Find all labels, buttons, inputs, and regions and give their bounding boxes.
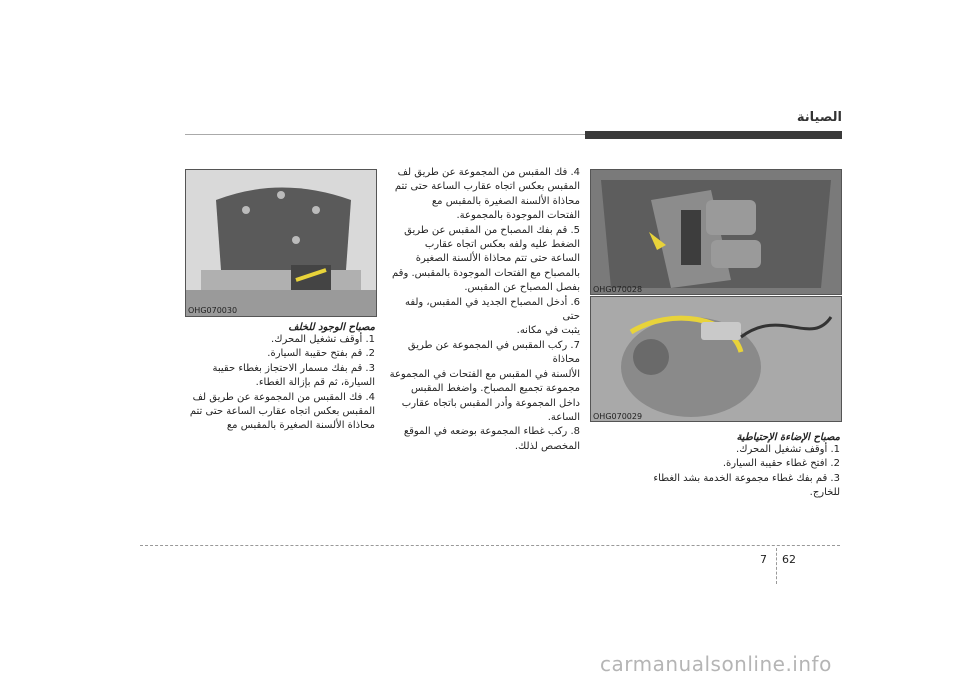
step-text: 6. أدخل المصباح الجديد في المقبس، ولفه حتى [404, 296, 580, 323]
header-rule-accent [585, 131, 842, 139]
step-text: الضغط عليه ولفه بعكس اتجاه عقارب [424, 239, 580, 251]
step-text: 7. ركب المقبس في المجموعة عن طريق محاذاة [407, 339, 580, 366]
step-text: مجموعة تجميع المصباح. واضغط المقبس [411, 383, 580, 395]
photo-trunk-cover [590, 169, 842, 295]
step-text: بفصل المصباح عن المقبس. [464, 282, 580, 294]
step-text: الفتحات الموجودة بالمجموعة. [456, 210, 580, 222]
step-text: محاذاة الألسنة الصغيرة بالمقبس مع [226, 420, 375, 432]
step-text: 8. ركب غطاء المجموعة بوضعه في الموقع [403, 426, 580, 438]
footer-rule [140, 545, 840, 546]
footer-separator [776, 548, 777, 584]
photo-trunk-lid [185, 169, 377, 317]
step-text: محاذاة الألسنة الصغيرة بالمقبس مع [431, 195, 580, 207]
step-text: يثبت في مكانه. [516, 325, 580, 337]
photo-code: OHG070030 [188, 306, 238, 315]
step-text: 4. فك المقبس من المجموعة عن طريق لف [397, 167, 580, 178]
step-text: السيارة، ثم قم بإزالة الغطاء. [255, 377, 375, 389]
chapter-number: 7 [760, 553, 767, 566]
step-text: الساعة. [547, 411, 580, 423]
step-text: 3. قم بفك غطاء مجموعة الخدمة بشد الغطاء [653, 472, 840, 484]
step-text: 5. قم بفك المصباح من المقبس عن طريق [404, 224, 580, 236]
section-title: مصباح الوجود للخلف [288, 322, 375, 333]
watermark: carmanualsonline.info [600, 652, 832, 676]
step-text: الألسنة في المقبس مع الفتحات في المجموعة [389, 368, 580, 380]
step-text: للخارج. [809, 487, 840, 499]
step-text: 1. أوقف تشغيل المحرك. [736, 444, 840, 455]
step-text: المخصص لذلك. [514, 440, 580, 452]
step-text: 2. قم بفتح حقيبة السيارة. [267, 348, 375, 360]
step-text: 2. افتح غطاء حقيبة السيارة. [722, 458, 840, 470]
step-text: المقبس بعكس اتجاه عقارب الساعة حتى تتم [394, 181, 580, 193]
step-text: 1. أوقف تشغيل المحرك. [271, 334, 375, 345]
page-number: 62 [782, 553, 796, 566]
photo-lamp-socket-illustration [591, 297, 841, 421]
photo-trunk-cover-illustration [591, 170, 841, 294]
section-middle-steps [385, 166, 580, 454]
section-title: مصباح الإضاءة الإحتياطية [736, 432, 840, 443]
step-text: المقبس بعكس اتجاه عقارب الساعة حتى تتم [189, 406, 375, 418]
step-text: بالمصباح مع الفتحات الموجودة بالمقبس. وقم [392, 267, 580, 279]
step-text: 3. قم بفك مسمار الاحتجاز بغطاء حقيبة [212, 362, 375, 374]
step-text: داخل المجموعة وأدر المقبس باتجاه عقارب [401, 397, 580, 409]
photo-trunk-lid-illustration [186, 170, 376, 316]
photo-code: OHG070028 [593, 285, 643, 294]
photo-lamp-socket [590, 296, 842, 422]
section-reverse-lamp [590, 432, 840, 501]
step-text: 4. فك المقبس من المجموعة عن طريق لف [192, 391, 375, 403]
step-text: الساعة حتى تتم محاذاة الألسنة الصغيرة [415, 253, 580, 265]
photo-code: OHG070029 [593, 412, 643, 421]
chapter-title: الصيانة [796, 110, 842, 125]
section-brake-lamp [185, 322, 375, 434]
